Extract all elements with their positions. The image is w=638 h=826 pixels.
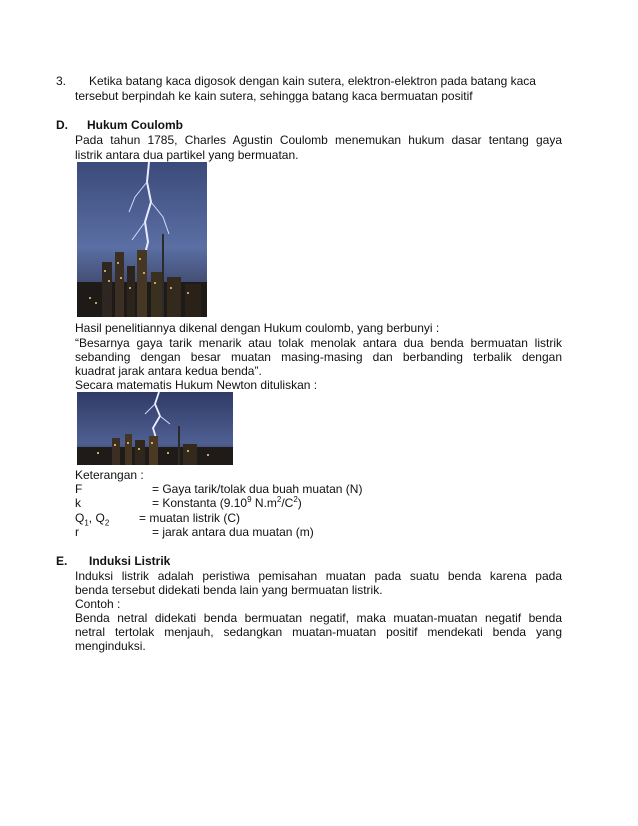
coulomb-math-line: Secara matematis Hukum Newton dituliskan : (75, 378, 318, 392)
section-d-letter: D. (56, 118, 68, 132)
contoh-line1: Benda netral didekati benda bermuatan negatif, maka muatan-muatan negatif benda (75, 611, 562, 625)
contoh-line3: menginduksi. (75, 639, 146, 653)
coulomb-intro-line1: Pada tahun 1785, Charles Agustin Coulomb menemukan hukum dasar tentang gaya (75, 133, 562, 147)
coulomb-quote-line1: “Besarnya gaya tarik menarik atau tolak menolak antara dua benda bermuatan listrik (75, 336, 562, 350)
contoh-line2: netral tertolak menjauh, sedangkan muatan-muatan positif mendekati benda yang (75, 625, 562, 639)
legend-r-definition: = jarak antara dua muatan (m) (152, 525, 314, 539)
coulomb-intro-line2: listrik antara dua partikel yang bermuatan. (75, 148, 299, 162)
induksi-line1: Induksi listrik adalah peristiwa pemisahan muatan pada suatu benda karena pada (75, 569, 562, 583)
section-e-letter: E. (56, 554, 68, 568)
lightning-city-photo (77, 162, 207, 317)
legend-q-symbol: $Q_1$, $Q_2$ (75, 511, 110, 528)
legend-r-symbol: r (75, 525, 79, 539)
coulomb-result-line: Hasil penelitiannya dikenal dengan Hukum coulomb, yang berbunyi : (75, 321, 440, 335)
item3-line1: Ketika batang kaca digosok dengan kain sutera, elektron-elektron pada batang kaca (89, 74, 536, 88)
legend-title: Keterangan : (75, 468, 144, 482)
coulomb-quote-line2: sebanding dengan besar muatan masing-masing dan berbanding terbalik dengan (75, 350, 562, 364)
induksi-line2: benda tersebut didekati benda lain yang bermuatan listrik. (75, 583, 383, 597)
legend-f-definition: = Gaya tarik/tolak dua buah muatan (N) (152, 482, 363, 496)
lightning-skyline-photo (77, 392, 233, 465)
legend-k-symbol: k (75, 496, 81, 510)
item3-line2: tersebut berpindah ke kain sutera, sehingga batang kaca bermuatan positif (75, 89, 473, 103)
section-d-heading: Hukum Coulomb (87, 118, 183, 132)
legend-q-definition: = muatan listrik (C) (139, 511, 241, 525)
contoh-label: Contoh : (75, 597, 121, 611)
legend-k-definition: = Konstanta (9.10$^9$ $N.m^2/C^2$) (152, 495, 302, 510)
section-e-heading: Induksi Listrik (89, 554, 171, 568)
item-number: 3. (56, 74, 67, 88)
coulomb-quote-line3: kuadrat jarak antara kedua benda”. (75, 364, 262, 378)
legend-f-symbol: F (75, 482, 83, 496)
